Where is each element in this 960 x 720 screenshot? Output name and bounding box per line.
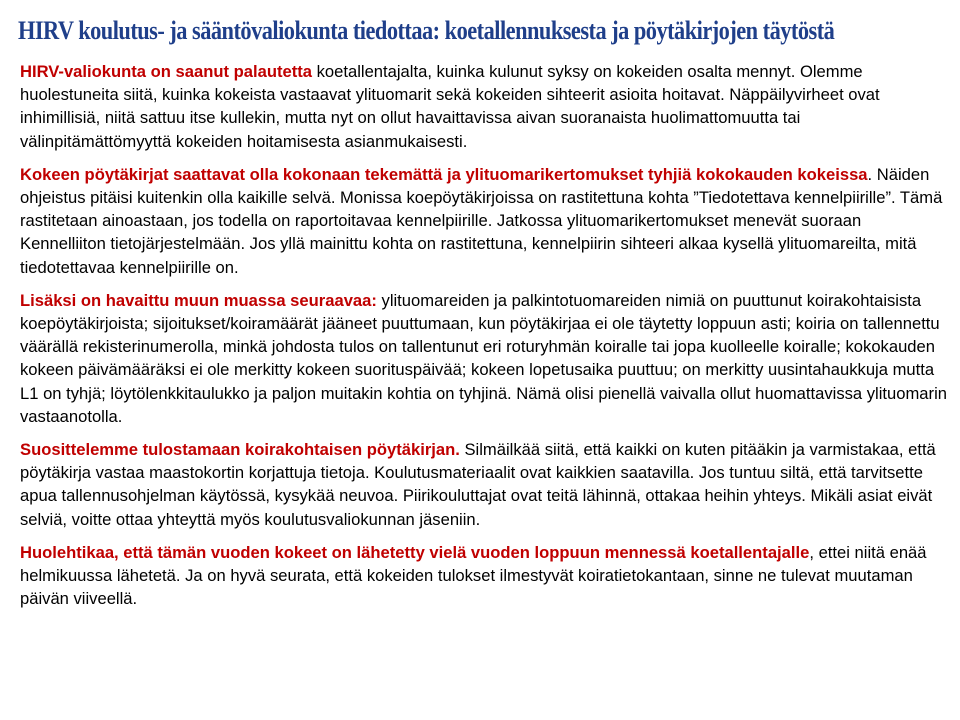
slide-body <box>20 60 950 620</box>
paragraph-text: , ettei niitä enää helmikuussa lähetetä. Ja on hyvä seurata, että kokeiden tulokset ilmestyvät koiratietokantaan, sinne ne tulevat muutaman päivän viiveellä. <box>20 542 927 609</box>
paragraph-text: . Näiden ohjeistus pitäisi kuitenkin olla kaikille selvä. Monissa koepöytäkirjoissa on rastitettuna kohta ”Tiedotettava kennelpiirille”. Tämä rastitetaan ainoastaan, jos todella on raportoitavaa kennelpiirille. Jatkossa ylituomarikertomukset menevät suoraan Kennelliiton tietojärjestelmään. Jos yllä mainittu kohta on rastitettuna, kennelpiirin sihteeri alkaa kysellä ylituomareilta, mitä tiedotettavaa kennelpiirille on. <box>20 164 943 277</box>
paragraph-text: koetallentajalta, kuinka kulunut syksy on kokeiden osalta mennyt. Olemme huolestuneita siitä, kuinka kokeista vastaavat ylituomarit sekä kokeiden sihteerit asioita hoitavat. Näppäilyvirheet ovat inhimillisiä, niitä sattuu itse kullekin, mutta nyt on ollut havaittavissa aivan suoranaista huolimattomuutta tai välinpitämättömyyttä kokeiden hoitamisesta asianmukaisesti. <box>20 62 880 151</box>
paragraph-feedback <box>20 60 950 153</box>
paragraph-highlight: Kokeen pöytäkirjat saattavat olla kokonaan tekemättä ja ylituomarikertomukset tyhjiä kokokauden kokeissa <box>20 164 868 184</box>
paragraph-protocols <box>20 163 950 279</box>
paragraph-deadline <box>20 541 950 611</box>
paragraph-highlight: Suosittelemme tulostamaan koirakohtaisen pöytäkirjan. <box>20 440 460 460</box>
paragraph-text: ylituomareiden ja palkintotuomareiden nimiä on puuttunut koirakohtaisista koepöytäkirjoista; sijoitukset/koiramäärät jääneet puuttumaan, kun pöytäkirjaa ei ole täytetty loppuun asti; koiria on tallennettu väärällä rekisterinumerolla, minkä johdosta tulos on tallentunut eri roturyhmän koiralle tai jopa kuolleelle koiralle; kokokauden kokeen päivämääräksi ei ole merkitty kokeen suorituspäivää; kokeen lopetusaika puuttuu; on merkitty uusintahaukkuja mutta L1 on tyhjä; löytölenkkitaulukko ja paljon muitakin kohtia on tyhjinä. Nämä olisi pienellä vaivalla ollut huomattavissa ylituomarin vastaanotolla. <box>20 290 947 426</box>
paragraph-text: Silmäilkää siitä, että kaikki on kuten pitääkin ja varmistakaa, että pöytäkirja vastaa maastokortin korjattuja tietoja. Koulutusmateriaalit ovat kaikkien saatavilla. Jos tuntuu siltä, että tarvitsette apua tallennusohjelman käytössä, kysykää neuvoa. Piirikouluttajat ovat teitä lähinnä, ottakaa heihin yhteys. Mikäli asiat eivät selviä, voitte ottaa yhteyttä myös koulutusvaliokunnan jäseniin. <box>20 440 936 529</box>
paragraph-highlight: Lisäksi on havaittu muun muassa seuraavaa: <box>20 290 377 310</box>
paragraph-highlight: Huolehtikaa, että tämän vuoden kokeet on lähetetty vielä vuoden loppuun mennessä koetallentajalle <box>20 542 810 562</box>
paragraph-observations <box>20 289 950 428</box>
paragraph-recommendation <box>20 438 950 531</box>
slide-title: HIRV koulutus- ja sääntövaliokunta tiedottaa: koetallennuksesta ja pöytäkirjojen täytöstä <box>18 16 835 45</box>
paragraph-highlight: HIRV-valiokunta on saanut palautetta <box>20 62 312 81</box>
